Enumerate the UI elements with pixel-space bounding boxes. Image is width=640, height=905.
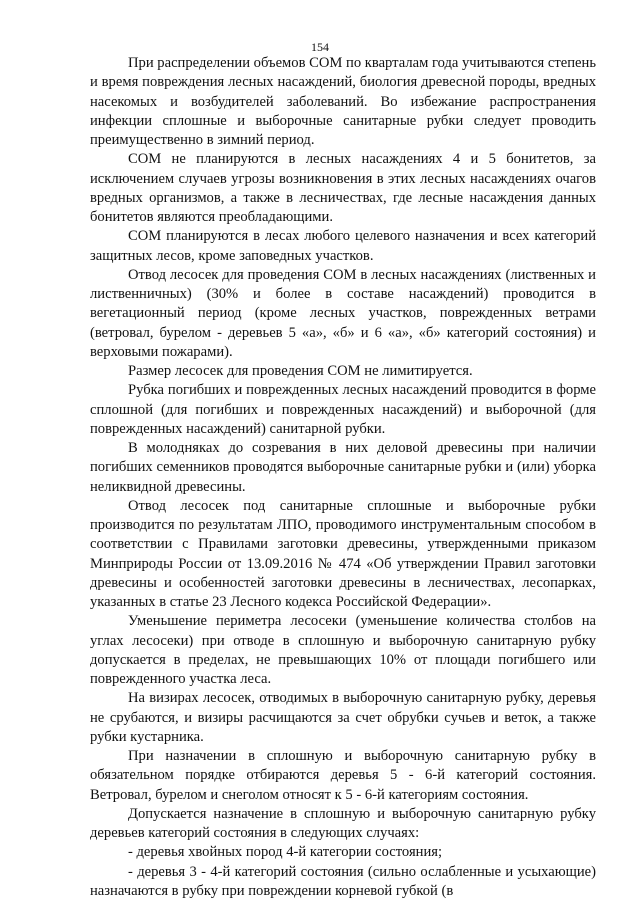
paragraph: Допускается назначение в сплошную и выборочную санитарную рубку деревьев категорий состояния в следующих случаях:	[90, 805, 596, 841]
paragraph: Размер лесосек для проведения СОМ не лимитируется.	[128, 363, 473, 379]
list-item: - деревья 3 - 4-й категорий состояния (сильно ослабленные и усыхающие) назначаются в рубку при повреждении корневой губкой (в	[90, 863, 596, 899]
paragraph: СОМ не планируются в лесных насаждениях 4 и 5 бонитетов, за исключением случаев угрозы возникновения в этих лесных насаждениях очагов вредных организмов, а также в лесничествах, где лесные насаждения данных бонитетов являются преобладающими.	[90, 151, 596, 225]
paragraph: Рубка погибших и поврежденных лесных насаждений проводится в форме сплошной (для погибших и поврежденных насаждений) и выборочной (для поврежденных насаждений) санитарной рубки.	[90, 382, 596, 437]
paragraph: На визирах лесосек, отводимых в выборочную санитарную рубку, деревья не срубаются, и визиры расчищаются за счет обрубки сучьев и веток, а также рубки кустарника.	[90, 690, 596, 745]
page-number: 154	[311, 40, 329, 54]
paragraph: Отвод лесосек под санитарные сплошные и выборочные рубки производится по результатам ЛПО, проводимого инструментальным способом в соответствии с Правилами заготовки древесины, утвержденными приказом Минприроды России от 13.09.2016 № 474 «Об утверждении Правил заготовки древесины и особенностей заготовки древесины в лесничествах, лесопарках, указанных в статье 23 Лесного кодекса Российской Федерации».	[90, 497, 596, 610]
paragraph: При распределении объемов СОМ по кварталам года учитываются степень и время повреждения лесных насаждений, биология древесной породы, вредных насекомых и возбудителей заболеваний. Во избежание распространения инфекции сплошные и выборочные санитарные рубки следует проводить преимущественно в зимний период.	[90, 55, 597, 148]
paragraph: СОМ планируются в лесах любого целевого назначения и всех категорий защитных лесов, кроме заповедных участков.	[90, 228, 596, 264]
paragraph: В молодняках до созревания в них деловой древесины при наличии погибших семенников проводятся выборочные санитарные рубки и (или) уборка неликвидной древесины.	[90, 440, 596, 495]
paragraph: Отвод лесосек для проведения СОМ в лесных насаждениях (лиственных и лиственничных) (30% и более в составе насаждений) проводится в вегетационный период (кроме лесных участков, поврежденных ветрами (ветровал, бурелом - деревьев 5 «а», «б» и 6 «а», «б» категорий состояния) и верховыми пожарами).	[90, 266, 596, 360]
list-item: - деревья хвойных пород 4-й категории состояния;	[128, 844, 443, 861]
paragraph: При назначении в сплошную и выборочную санитарную рубку в обязательном порядке отбираются деревья 5 - 6-й категорий состояния. Ветровал, бурелом и снеголом относят к 5 - 6-й категориям состояния.	[90, 748, 596, 803]
paragraph: Уменьшение периметра лесосеки (уменьшение количества столбов на углах лесосеки) при отводе в сплошную и выборочную санитарную рубку допускается в пределах, не превышающих 10% от площади погибшего или поврежденного участка леса.	[90, 613, 596, 687]
document-body	[90, 54, 596, 901]
